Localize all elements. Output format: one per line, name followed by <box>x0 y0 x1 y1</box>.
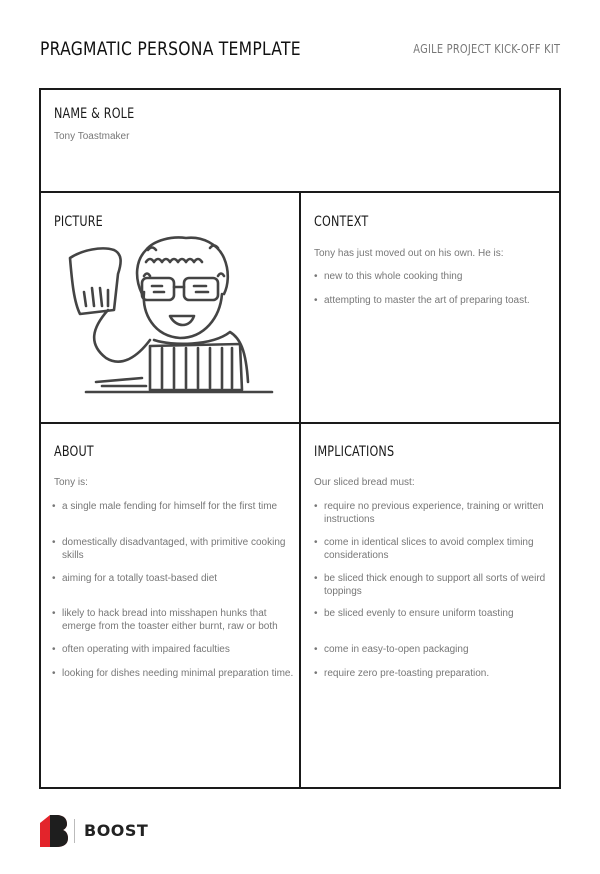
divider-column <box>299 191 301 789</box>
toast <box>70 248 121 314</box>
body <box>154 332 248 382</box>
list-item: • be sliced thick enough to support all sorts of weird toppings <box>314 572 552 598</box>
list-item: • require zero pre-toasting preparation. <box>314 667 552 680</box>
list-item: • attempting to master the art of preparing toast. <box>314 294 539 307</box>
list-item: • often operating with impaired faculties <box>52 643 294 656</box>
about-intro: Tony is: <box>54 477 88 488</box>
implications-intro: Our sliced bread must: <box>314 477 415 488</box>
glasses-left <box>142 278 174 300</box>
list-item: • come in identical slices to avoid complex timing considerations <box>314 536 552 562</box>
list-item: • looking for dishes needing minimal preparation time. <box>52 667 294 680</box>
name-role-heading: NAME & ROLE <box>54 106 135 122</box>
page-title: PRAGMATIC PERSONA TEMPLATE <box>40 38 301 60</box>
boost-logo-icon <box>40 815 68 847</box>
list-item: • require no previous experience, training or written instructions <box>314 500 552 526</box>
boost-logo <box>40 815 160 847</box>
list-item: • a single male fending for himself for the first time <box>52 500 294 513</box>
implications-heading: IMPLICATIONS <box>314 444 395 460</box>
smile <box>170 316 194 325</box>
list-item: • new to this whole cooking thing <box>314 270 539 283</box>
list-item: • be sliced evenly to ensure uniform toasting <box>314 607 552 620</box>
glasses-right <box>184 278 218 300</box>
persona-illustration <box>62 232 277 402</box>
logo-separator <box>74 819 75 843</box>
context-list <box>314 270 539 307</box>
arm <box>94 310 150 362</box>
toaster <box>150 344 242 390</box>
picture-heading: PICTURE <box>54 214 103 230</box>
list-item: • domestically disadvantaged, with primitive cooking skills <box>52 536 294 562</box>
context-heading: CONTEXT <box>314 214 369 230</box>
kit-label: AGILE PROJECT KICK-OFF KIT <box>413 42 560 56</box>
about-heading: ABOUT <box>54 444 94 460</box>
list-item: • likely to hack bread into misshapen hunks that emerge from the toaster either burnt, raw or both <box>52 607 294 633</box>
brand-name: BOOST <box>84 821 149 840</box>
context-intro: Tony has just moved out on his own. He is: <box>314 248 504 259</box>
name-role-value: Tony Toastmaker <box>54 131 130 142</box>
list-item: • come in easy-to-open packaging <box>314 643 552 656</box>
list-item: • aiming for a totally toast-based diet <box>52 572 294 585</box>
